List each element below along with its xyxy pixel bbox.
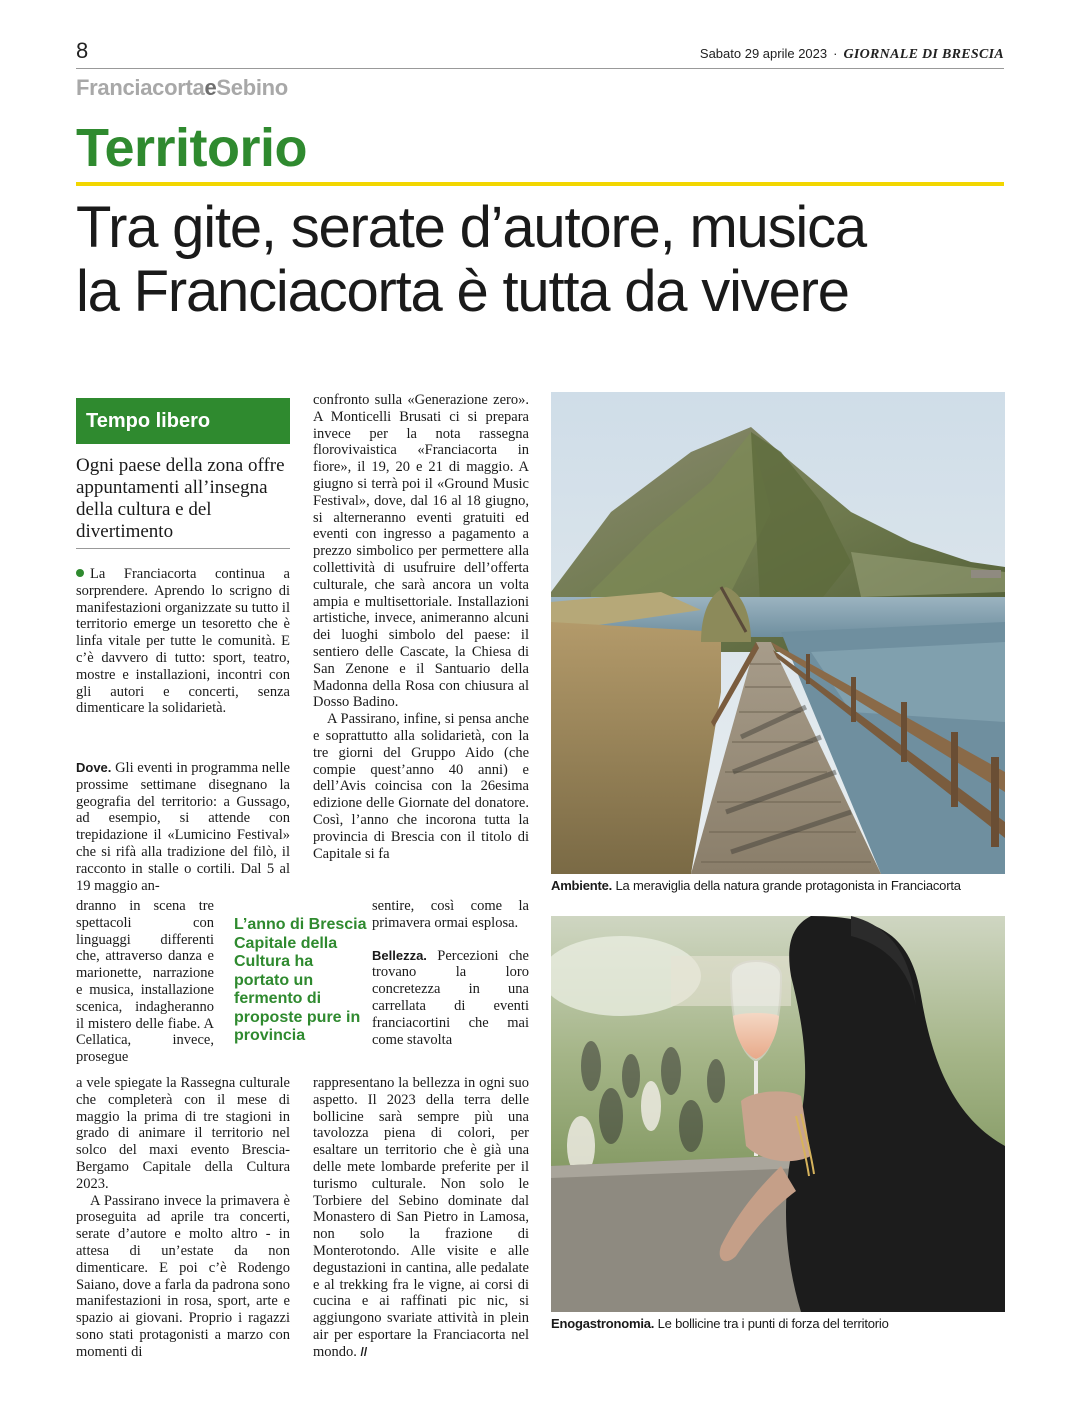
photo-1-caption (551, 878, 1005, 893)
kicker-rule (76, 182, 1004, 186)
pull-quote: L’anno di Brescia Capitale della Cultura ha portato un fermento di proposte pure in provincia (234, 916, 367, 1044)
header-separator: · (833, 46, 838, 61)
section-part-3: Sebino (216, 75, 288, 100)
article-kicker: Territorio (76, 118, 308, 178)
column-1-dove (76, 760, 290, 894)
intro-paragraph: La Franciacorta continua a sorprendere. Aprendo lo scrigno di manifestazioni organizzate su tutto il territorio emerge un tesoretto che è linfa vitale per tutte le comunità. E c’è davvero di tutto: sport, teatro, mostre e installazioni, incontri con gli autori e concerti, senza dimenticare la solidarietà. (76, 566, 290, 717)
issue-header (700, 46, 1004, 63)
column-2-paragraph-2: A Passirano, infine, si pensa anche e soprattutto alla solidarietà, con la tre giorni del Gruppo Aido (che compie quest’anno 40 anni) e dell’Avis coincisa con la 26esima edizione delle Giornate del donatore. Così, l’anno che incorona tutta la provincia di Brescia con il titolo di Capitale si fa (313, 711, 529, 862)
headline-line-2: la Franciacorta è tutta da vivere (76, 259, 849, 324)
caption-2-text: Le bollicine tra i punti di forza del territorio (657, 1316, 889, 1331)
column-1-narrow (76, 898, 214, 1066)
dove-paragraph: Gli eventi in programma nelle prossime settimane disegnano la geografia del territorio: a Gussago, ad esempio, si attende con trepidazione il «Lumicino Festival» che si rifà alla tradizione del filò, il racconto in stalle o cortili. Dal 5 al 19 maggio an- (76, 760, 290, 894)
column-1-intro (76, 566, 290, 717)
page-number: 8 (76, 38, 89, 63)
newspaper-name: GIORNALE DI BRESCIA (843, 47, 1004, 62)
headline-line-1: Tra gite, serate d’autore, musica (76, 195, 866, 260)
summary-rule (76, 548, 290, 549)
section-part-2: e (204, 75, 217, 100)
boardwalk-image (551, 392, 1005, 874)
article-headline (76, 196, 1016, 324)
photo-wine-glass (551, 916, 1005, 1312)
section-part-1: Franciacorta (76, 75, 205, 100)
column-2 (313, 392, 529, 862)
caption-2-label: Enogastronomia. (551, 1316, 655, 1331)
narrow-paragraph: dranno in scena tre spettacoli con linguaggi differenti che, attraverso danza e marionette, narrazione e musica, installazione scenica, indagheranno il mistero delle fiabe. A Cellatica, invece, prosegue (76, 898, 214, 1066)
wine-glass-image (551, 916, 1005, 1312)
photo-2-caption (551, 1316, 1005, 1331)
cellatica-paragraph: a vele spiegate la Rassegna culturale che completerà con il mese di maggio la prima di tre stagioni in grado di animare il territorio nel solco del maxi evento Brescia-Bergamo Capitale della Cultura 2023. (76, 1075, 290, 1192)
article-summary: Ogni paese della zona offre appuntamenti all’insegna della cultura e del divertimento (76, 455, 285, 542)
bullet-icon (76, 569, 84, 577)
column-1-continued (76, 1075, 290, 1361)
column-2-closing-text: rappresentano la bellezza in ogni suo aspetto. Il 2023 della terra delle bollicine sarà sempre più una tavolozza piena di colori, per esaltare un territorio che è già una delle mete lombarde preferite per il turismo culturale. Non solo le Torbiere del Sebino dominate dal Monastero di San Pietro in Lamosa, non solo la frazione di Monterotondo. Alle visite e alle degustazioni in cantina, alle pedalate e al trekking fra le vigne, ai corsi di cucina e ai raffinati pic nic, si aggiungono svariate attività in plein air per esportare la Franciacorta nel mondo. (313, 1075, 529, 1360)
bellezza-label: Bellezza. (372, 947, 427, 963)
column-2-paragraph-1: confronto sulla «Generazione zero». A Monticelli Brusati ci si prepara invece per la nota rassegna florovivaistica «Franciacorta in fiore», il 19, 20 e 21 di maggio. A giugno si terrà poi il «Ground Music Festival», dove, dal 16 al 18 giugno, si alterneranno eventi gratuiti ed eventi con ingresso a pagamento a prezzo simbolico per permettere alla collettività di usufruire dell’offerta culturale, che sarà ancora un volta ampia e multisettoriale. Installazioni artistiche, invece, animeranno alcuni dei luoghi simbolo del paese: il sentiero delle Cascate, la Chiesa di San Zenone e il Santuario della Madonna della Rosa con chiusura al Dosso Badino. (313, 392, 529, 711)
topic-tag: Tempo libero (76, 398, 290, 444)
dove-label: Dove. (76, 760, 112, 775)
bellezza-text: Percezioni che trovano la loro concretezza in una carrellata di eventi franciacortini che mai come stavolta (372, 947, 529, 1048)
issue-date: Sabato 29 aprile 2023 (699, 46, 828, 61)
section-label (76, 75, 288, 101)
end-mark: // (360, 1344, 368, 1359)
column-2-narrow-text: sentire, così come la primavera ormai esplosa. (372, 898, 529, 931)
column-2-narrow (372, 898, 529, 1048)
caption-1-label: Ambiente. (551, 878, 613, 893)
bellezza-paragraph (372, 948, 529, 1049)
caption-1-text: La meraviglia della natura grande protagonista in Franciacorta (615, 878, 961, 893)
photo-boardwalk (551, 392, 1005, 874)
column-2-continued (313, 1075, 529, 1361)
header-rule (76, 68, 1004, 69)
passirano-paragraph: A Passirano invece la primavera è proseguita ad aprile tra concerti, serate d’autore e molto altro - in attesa di un’estate da non dimenticare. E poi c’è Rodengo Saiano, dove a farla da padrona sono manifestazioni in rosa, sport, arte e spazio ai giovani. Proprio i ragazzi sono stati protagonisti a marzo con momenti di (76, 1192, 290, 1360)
